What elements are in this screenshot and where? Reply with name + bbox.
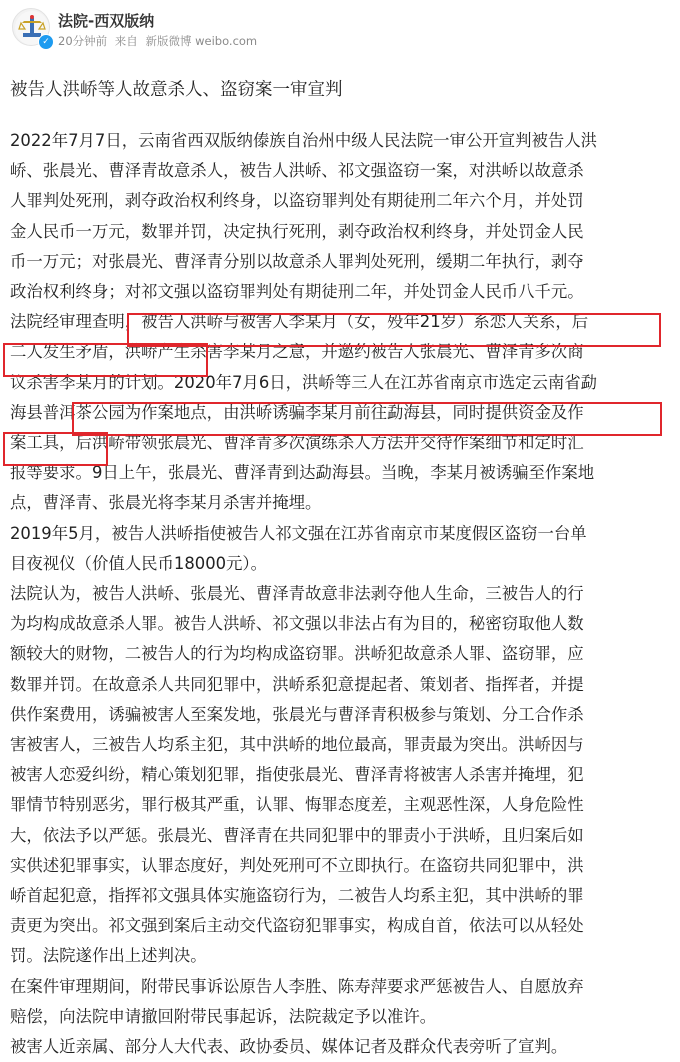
article-line: 二人发生矛盾，洪峤产生杀害李某月之意，并邀约被告人张晨光、曹泽青多次商 [10,342,584,362]
article-line: 政治权利终身；对祁文强以盗窃罪判处有期徒刑二年，并处罚金人民币八千元。 [10,282,584,302]
article-line: 2022年7月7日，云南省西双版纳傣族自治州中级人民法院一审公开宣判被告人洪 [10,131,598,150]
article-line: 罚。法院遂作出上述判决。 [10,946,207,966]
article-line: 为均构成故意杀人罪。被告人洪峤、祁文强以非法占有为目的，秘密窃取他人数 [10,614,584,634]
article-line: 目夜视仪（价值人民币18000元）。 [10,553,268,573]
verified-badge-icon: ✓ [38,34,54,50]
article-line: 币一万元；对张晨光、曹泽青分别以故意杀人罪判处死刑，缓期二年执行，剥夺 [10,251,584,271]
article-line: 报等要求。9日上午，张晨光、曹泽青到达勐海县。当晚，李某月被诱骗至作案地 [10,463,595,483]
article-line: 在案件审理期间，附带民事诉讼原告人李胜、陈寿萍要求严惩被告人、自愿放弃 [10,976,584,996]
article-line: 议杀害李某月的计划。2020年7月6日，洪峤等三人在江苏省南京市选定云南省勐 [10,372,598,392]
post-time[interactable]: 20分钟前 [58,34,108,48]
article-line: 案工具，后洪峤带领张晨光、曹泽青多次演练杀人方法并交待作案细节和定时汇 [10,433,584,453]
article-line: 人罪判处死刑，剥夺政治权利终身，以盗窃罪判处有期徒刑二年六个月，并处罚 [10,191,584,211]
post-source[interactable]: 新版微博 weibo.com [145,34,258,48]
article-line: 额较大的财物，二被告人的行为均构成盗窃罪。洪峤犯故意杀人罪、盗窃罪，应 [10,644,584,664]
article-line: 海县普洱茶公园为作案地点，由洪峤诱骗李某月前往勐海县，同时提供资金及作 [10,402,584,422]
article-title: 被告人洪峤等人故意杀人、盗窃案一审宣判 [10,80,343,100]
article-line: 责更为突出。祁文强到案后主动交代盗窃犯罪事实，构成自首，依法可以从轻处 [10,916,584,936]
article-line: 峤、张晨光、曹泽青故意杀人，被告人洪峤、祁文强盗窃一案，对洪峤以故意杀 [10,161,584,181]
article-line: 实供述犯罪事实，认罪态度好，判处死刑可不立即执行。在盗窃共同犯罪中，洪 [10,855,584,875]
article-line: 法院经审理查明，被告人洪峤与被害人李某月（女，殁年21岁）系恋人关系，后 [10,312,589,332]
article-line: 供作案费用，诱骗被害人至案发地，张晨光与曹泽青积极参与策划、分工合作杀 [10,704,584,724]
post-header [10,6,670,54]
article-line: 大，依法予以严惩。张晨光、曹泽青在共同犯罪中的罪责小于洪峤，且归案后如 [10,825,584,845]
article-line: 峤首起犯意，指挥祁文强具体实施盗窃行为，二被告人均系主犯，其中洪峤的罪 [10,886,584,906]
article-line: 罪情节特别恶劣，罪行极其严重，认罪、悔罪态度差，主观恶性深，人身危险性 [10,795,584,815]
article-line: 2019年5月，被告人洪峤指使被告人祁文强在江苏省南京市某度假区盗窃一台单 [10,523,587,543]
account-name[interactable]: 法院-西双版纳 [58,12,155,30]
article-line: 数罪并罚。在故意杀人共同犯罪中，洪峤系犯意提起者、策划者、指挥者，并提 [10,674,584,694]
article-line: 赔偿，向法院申请撤回附带民事起诉，法院裁定予以准许。 [10,1006,437,1026]
article-line: 法院认为，被告人洪峤、张晨光、曹泽青故意非法剥夺他人生命，三被告人的行 [10,584,584,604]
article-line: 金人民币一万元，数罪并罚，决定执行死刑，剥夺政治权利终身，并处罚金人民 [10,221,584,241]
article-line: 被害人恋爱纠纷，精心策划犯罪，指使张晨光、曹泽青将被害人杀害并掩埋，犯 [10,765,584,785]
article-line: 害被害人，三被告人均系主犯，其中洪峤的地位最高，罪责最为突出。洪峤因与 [10,735,584,755]
article-line: 被害人近亲属、部分人大代表、政协委员、媒体记者及群众代表旁听了宣判。 [10,1037,568,1057]
source-prefix: 来自 [114,34,138,48]
post-meta [58,33,261,49]
article-line: 点，曹泽青、张晨光将李某月杀害并掩埋。 [10,493,322,513]
article-body [10,126,674,1062]
